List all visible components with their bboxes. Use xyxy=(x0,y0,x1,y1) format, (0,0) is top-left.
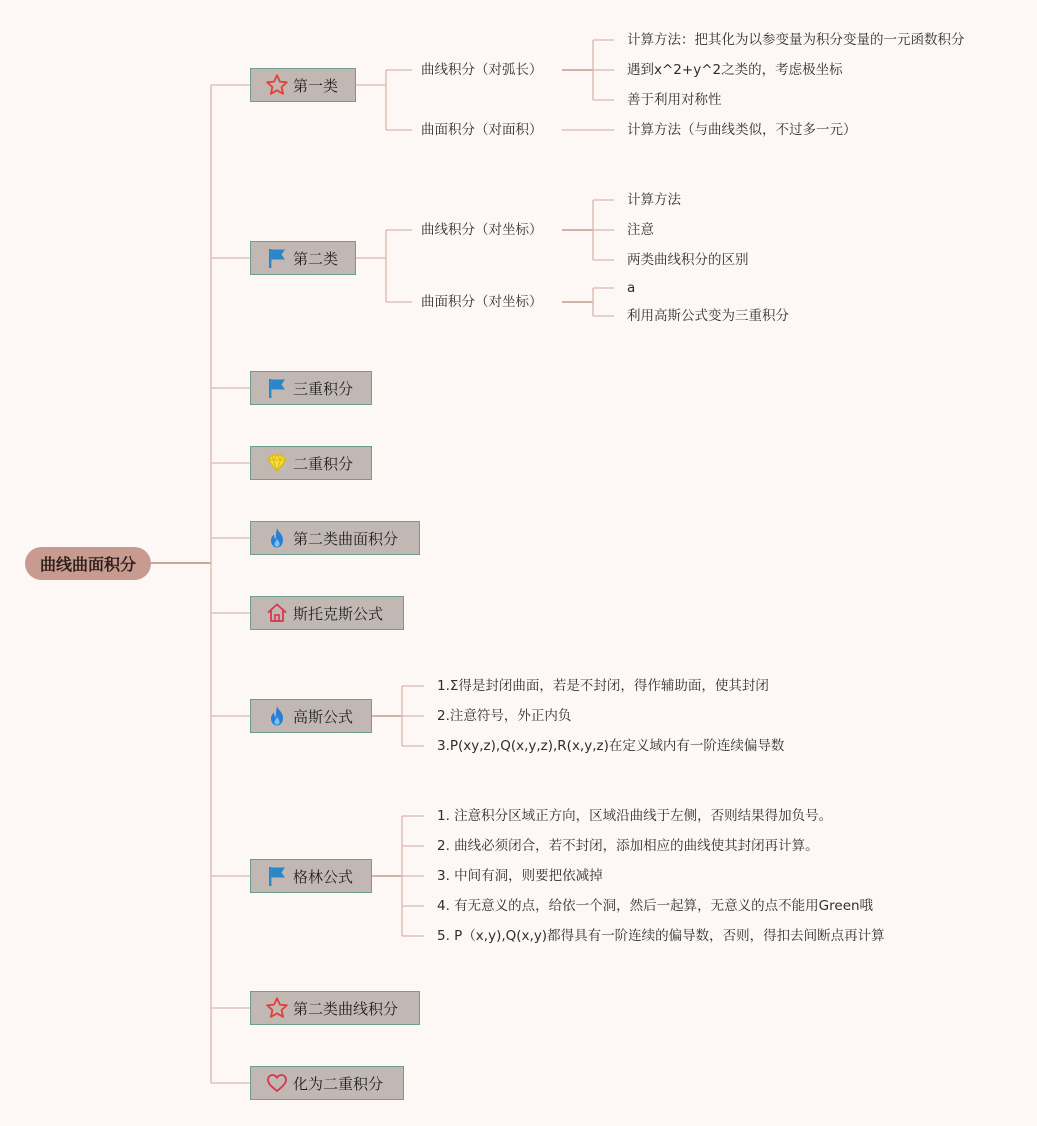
node-second-kind[interactable] xyxy=(250,241,356,275)
house-icon xyxy=(265,601,289,625)
green-item[interactable]: 3. 中间有洞，则要把依减掉 xyxy=(437,868,603,884)
node-label: 斯托克斯公式 xyxy=(293,604,384,623)
first-kind-surface-label[interactable]: 曲面积分（对面积） xyxy=(421,122,543,138)
node-second-kind-surface[interactable] xyxy=(250,521,420,555)
node-gauss[interactable] xyxy=(250,699,372,733)
first-kind-curve-item[interactable]: 计算方法：把其化为以参变量为积分变量的一元函数积分 xyxy=(627,32,965,48)
root-label: 曲线曲面积分 xyxy=(39,555,136,574)
node-label: 格林公式 xyxy=(293,867,354,886)
node-label: 第二类曲线积分 xyxy=(293,999,399,1018)
node-label: 第二类曲面积分 xyxy=(293,529,399,548)
heart-icon xyxy=(265,1071,289,1095)
node-to-double-integral[interactable] xyxy=(250,1066,404,1100)
first-kind-curve-label[interactable]: 曲线积分（对弧长） xyxy=(421,62,543,78)
green-item[interactable]: 4. 有无意义的点，给依一个洞，然后一起算，无意义的点不能用Green哦 xyxy=(437,898,874,914)
gauss-item[interactable]: 1.Σ得是封闭曲面，若是不封闭，得作辅助面，使其封闭 xyxy=(437,678,769,694)
flag-icon xyxy=(265,246,289,270)
flag-icon xyxy=(265,376,289,400)
flame-icon xyxy=(265,526,289,550)
node-double-integral[interactable] xyxy=(250,446,372,480)
flame-icon xyxy=(265,704,289,728)
node-triple-integral[interactable] xyxy=(250,371,372,405)
green-item[interactable]: 1. 注意积分区域正方向，区域沿曲线于左侧，否则结果得加负号。 xyxy=(437,808,833,824)
node-label: 第二类 xyxy=(293,249,339,268)
star-icon xyxy=(265,73,289,97)
second-kind-curve-label[interactable]: 曲线积分（对坐标） xyxy=(421,222,543,238)
second-kind-surface-item[interactable]: a xyxy=(627,280,636,296)
green-item[interactable]: 2. 曲线必须闭合，若不封闭，添加相应的曲线使其封闭再计算。 xyxy=(437,838,819,854)
node-label: 二重积分 xyxy=(293,454,354,473)
flag-icon xyxy=(265,864,289,888)
green-item[interactable]: 5. P（x,y),Q(x,y)都得具有一阶连续的偏导数，否则，得扣去间断点再计算 xyxy=(437,928,885,944)
first-kind-surface-item[interactable]: 计算方法（与曲线类似，不过多一元） xyxy=(627,122,857,138)
node-label: 三重积分 xyxy=(293,379,354,398)
gauss-item[interactable]: 3.P(xy,z),Q(x,y,z),R(x,y,z)在定义域内有一阶连续偏导数 xyxy=(437,738,785,754)
second-kind-surface-item[interactable]: 利用高斯公式变为三重积分 xyxy=(627,308,789,324)
node-stokes[interactable] xyxy=(250,596,404,630)
node-first-kind[interactable] xyxy=(250,68,356,102)
second-kind-surface-label[interactable]: 曲面积分（对坐标） xyxy=(421,294,543,310)
first-kind-curve-item[interactable]: 善于利用对称性 xyxy=(627,92,722,108)
node-label: 高斯公式 xyxy=(293,707,354,726)
node-label: 第一类 xyxy=(293,76,339,95)
star-icon xyxy=(265,996,289,1020)
node-second-kind-curve[interactable] xyxy=(250,991,420,1025)
second-kind-curve-item[interactable]: 注意 xyxy=(627,222,654,238)
node-green[interactable] xyxy=(250,859,372,893)
root-node[interactable] xyxy=(25,547,151,580)
gauss-item[interactable]: 2.注意符号，外正内负 xyxy=(437,708,572,724)
diamond-icon xyxy=(265,451,289,475)
node-label: 化为二重积分 xyxy=(293,1074,384,1093)
second-kind-curve-item[interactable]: 两类曲线积分的区别 xyxy=(627,252,749,268)
first-kind-curve-item[interactable]: 遇到x^2+y^2之类的，考虑极坐标 xyxy=(627,62,843,78)
second-kind-curve-item[interactable]: 计算方法 xyxy=(627,192,681,208)
